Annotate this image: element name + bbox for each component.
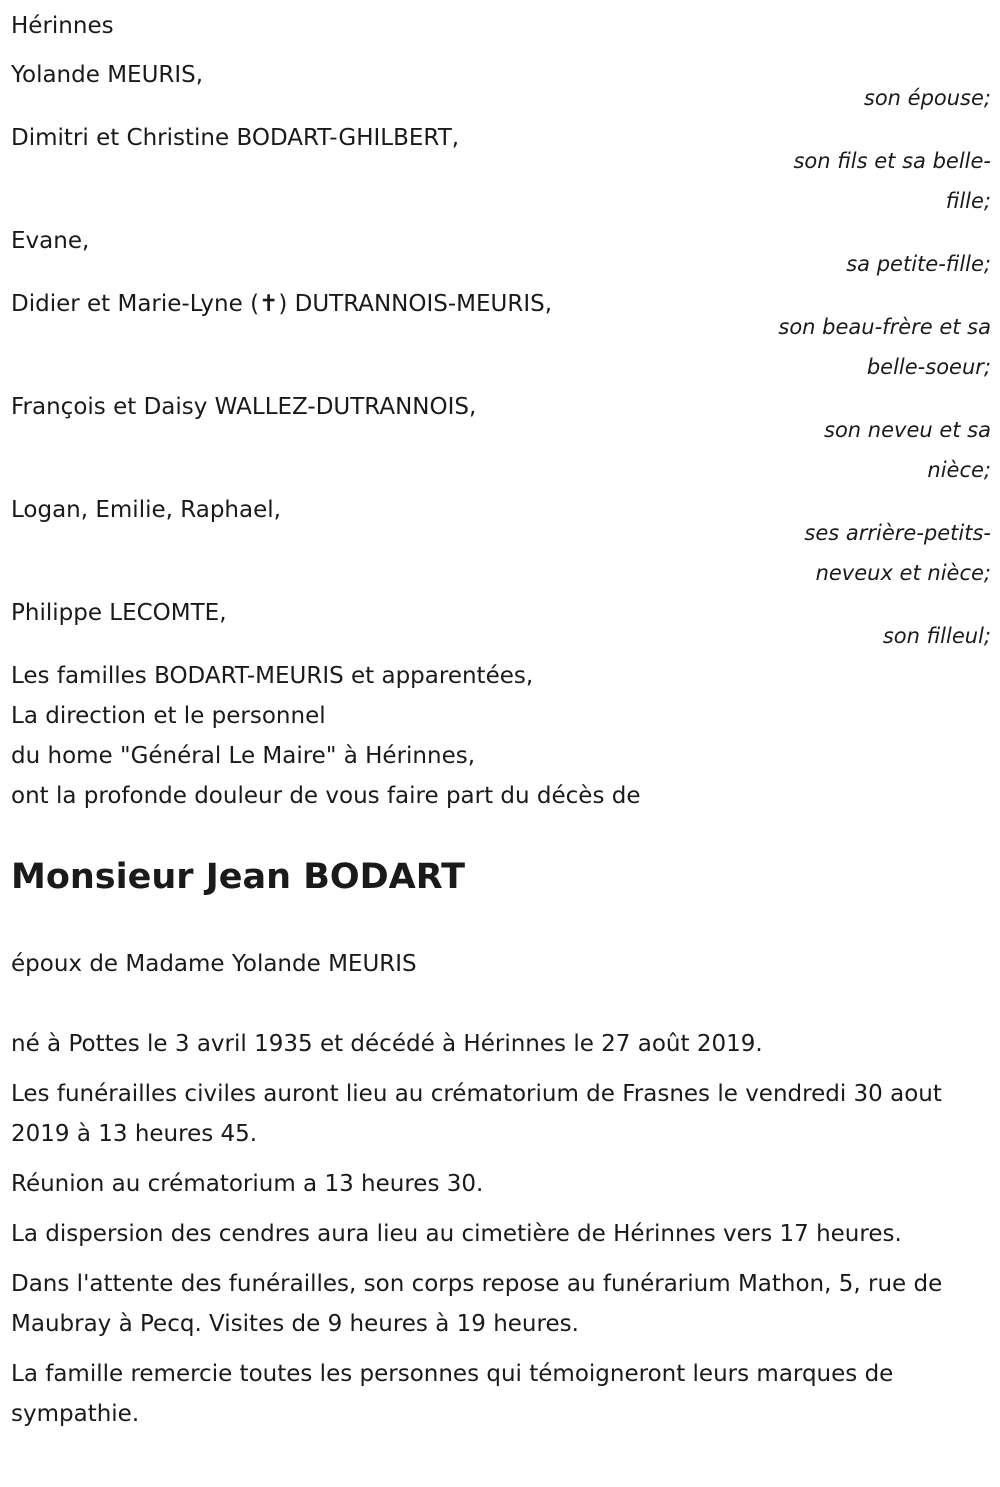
detail-paragraph: La dispersion des cendres aura lieu au cimetière de Hérinnes vers 17 heures. bbox=[11, 1221, 902, 1247]
detail-paragraph: Dans l'attente des funérailles, son corps repose au funérarium Mathon, 5, rue de Maubray à Pecq. Visites de 9 heures à 19 heures. bbox=[11, 1271, 943, 1337]
announcement-line: ont la profonde douleur de vous faire part du décès de bbox=[11, 783, 641, 809]
family-member-name: Philippe LECOMTE, bbox=[11, 600, 227, 626]
family-member-name: François et Daisy WALLEZ-DUTRANNOIS, bbox=[11, 394, 477, 420]
detail-paragraph: Réunion au crématorium a 13 heures 30. bbox=[11, 1171, 484, 1197]
announcement-line: Les familles BODART-MEURIS et apparentées, bbox=[11, 663, 534, 689]
family-member-name: Dimitri et Christine BODART-GHILBERT, bbox=[11, 125, 460, 151]
announcement-block bbox=[11, 656, 641, 816]
family-member-name: Didier et Marie-Lyne (✝) DUTRANNOIS-MEURIS, bbox=[11, 291, 553, 317]
family-member-relation: son neveu et sa nièce; bbox=[824, 418, 991, 482]
announcement-line: du home "Général Le Maire" à Hérinnes, bbox=[11, 743, 476, 769]
spouse-line: époux de Madame Yolande MEURIS bbox=[11, 951, 417, 977]
family-member-relation: son fils et sa belle-fille; bbox=[793, 149, 991, 213]
place-heading: Hérinnes bbox=[11, 13, 114, 39]
family-member-relation: son beau-frère et sa belle-soeur; bbox=[778, 315, 991, 379]
family-member-relation: son épouse; bbox=[863, 86, 991, 110]
announcement-line: La direction et le personnel bbox=[11, 703, 326, 729]
deceased-name: Monsieur Jean BODART bbox=[11, 857, 466, 897]
detail-paragraph: La famille remercie toutes les personnes qui témoigneront leurs marques de sympathie. bbox=[11, 1361, 894, 1427]
family-member-relation: ses arrière-petits-neveux et nièce; bbox=[804, 521, 991, 585]
family-member-name: Yolande MEURIS, bbox=[11, 62, 204, 88]
family-member-name: Evane, bbox=[11, 228, 90, 254]
details-block bbox=[11, 1024, 986, 1434]
family-member-relation: son filleul; bbox=[882, 624, 991, 648]
detail-paragraph: né à Pottes le 3 avril 1935 et décédé à Hérinnes le 27 août 2019. bbox=[11, 1031, 763, 1057]
detail-paragraph: Les funérailles civiles auront lieu au crématorium de Frasnes le vendredi 30 aout 2019 à 13 heures 45. bbox=[11, 1081, 942, 1147]
family-member-relation: sa petite-fille; bbox=[846, 252, 991, 276]
family-member-name: Logan, Emilie, Raphael, bbox=[11, 497, 281, 523]
